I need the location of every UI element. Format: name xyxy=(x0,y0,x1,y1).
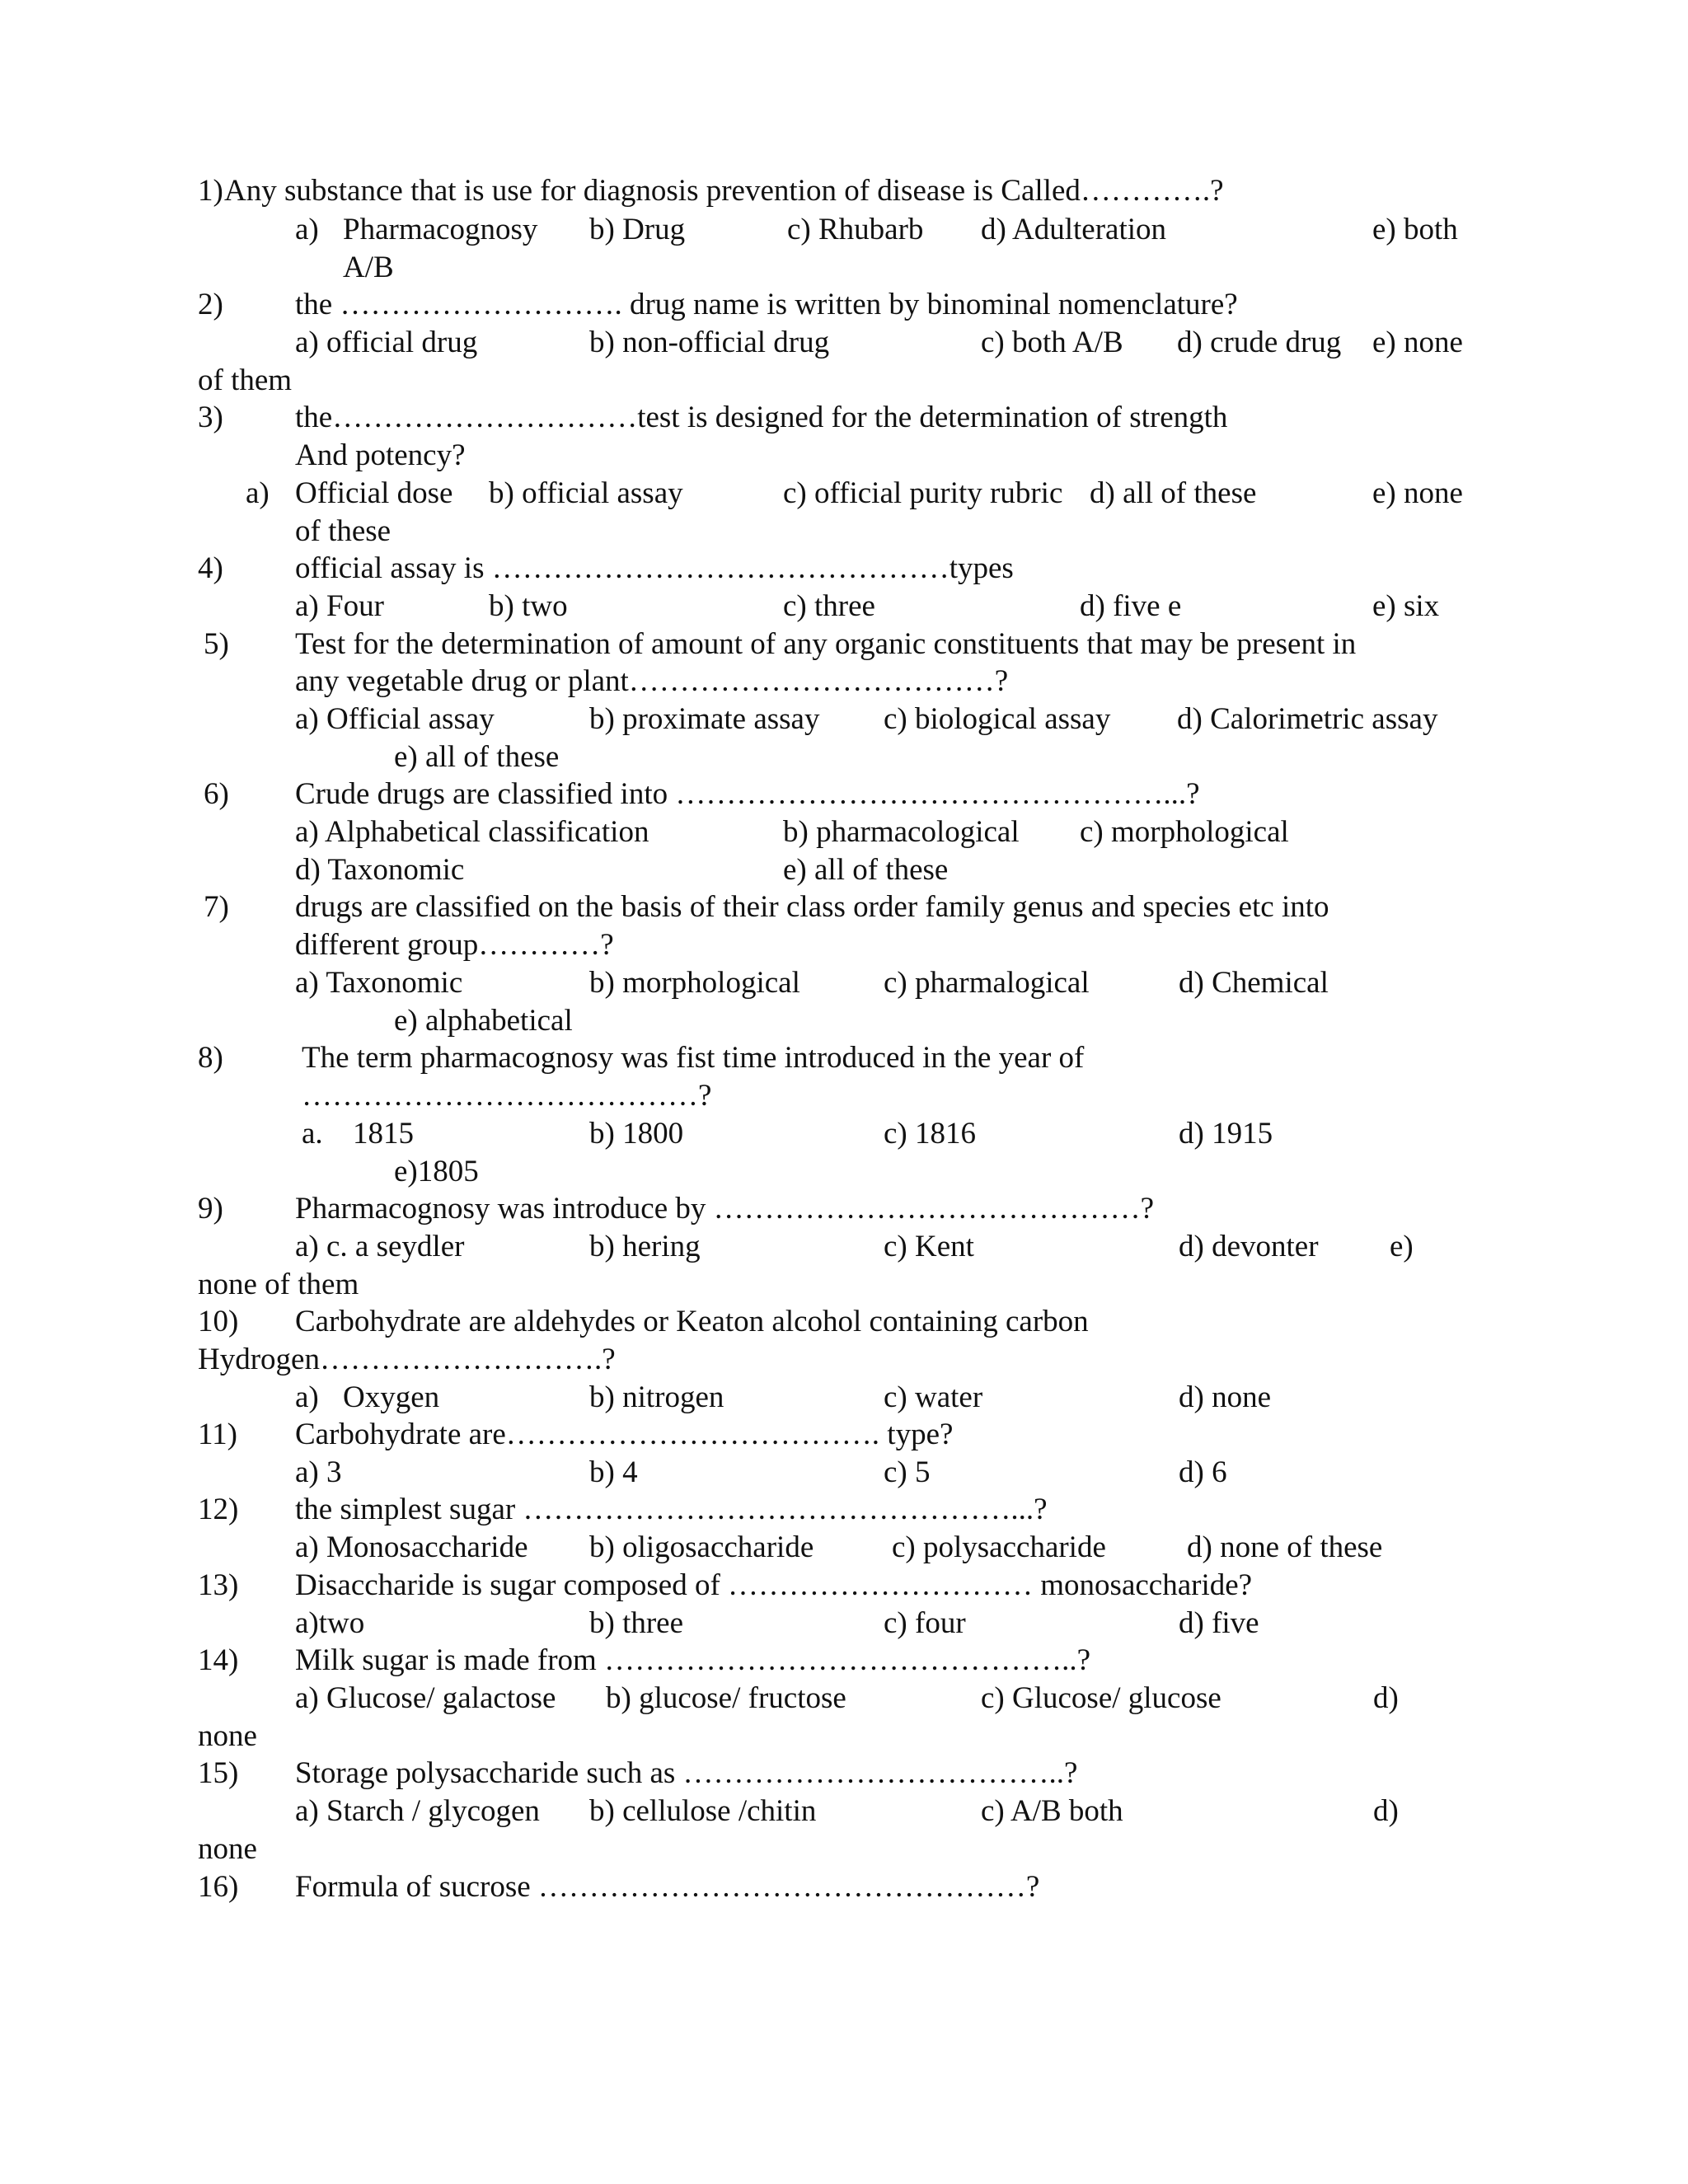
question-number: 2) xyxy=(198,288,223,321)
question-stem-line: Formula of sucrose …………………………………………? xyxy=(295,1870,1040,1904)
answer-option: b) oligosaccharide xyxy=(589,1530,814,1564)
answer-option: A/B xyxy=(343,251,394,284)
answer-option: c) official purity rubric xyxy=(783,476,1063,510)
answer-option: b) 4 xyxy=(589,1455,638,1489)
answer-option: d) devonter xyxy=(1179,1230,1319,1263)
question-stem-line: any vegetable drug or plant………………………………? xyxy=(295,664,1009,698)
answer-option: b) two xyxy=(489,589,568,623)
answer-option: d) Taxonomic xyxy=(295,853,465,887)
answer-option: e) xyxy=(1390,1230,1414,1263)
question-stem-line: the simplest sugar …………………………………………...? xyxy=(295,1493,1048,1526)
question-number: 5) xyxy=(204,627,229,661)
answer-option: a) official drug xyxy=(295,326,478,359)
answer-option: a) xyxy=(246,476,270,510)
answer-option: e) alphabetical xyxy=(394,1004,573,1038)
answer-option: c) water xyxy=(884,1380,983,1414)
question-number: 6) xyxy=(204,777,229,811)
answer-option: c) biological assay xyxy=(884,702,1111,736)
answer-option: d) 1915 xyxy=(1179,1117,1273,1151)
answer-option: b) pharmacological xyxy=(783,815,1020,849)
question-stem-line: Carbohydrate are………………………………. type? xyxy=(295,1418,954,1451)
answer-option: b) hering xyxy=(589,1230,701,1263)
answer-option: c) morphological xyxy=(1080,815,1289,849)
answer-option: none xyxy=(198,1719,257,1753)
question-stem-line: Test for the determination of amount of any organic constituents that may be present in xyxy=(295,627,1357,661)
answer-option: b) three xyxy=(589,1606,684,1640)
question-stem-line: the…………………………test is designed for the determination of strength xyxy=(295,401,1228,434)
question-number: 10) xyxy=(198,1305,239,1338)
answer-option: b) proximate assay xyxy=(589,702,820,736)
question-stem-line: Milk sugar is made from ………………………………………..? xyxy=(295,1643,1090,1677)
answer-option: d) Adulteration xyxy=(981,213,1167,246)
answer-option: a) Official assay xyxy=(295,702,495,736)
answer-option: Pharmacognosy xyxy=(343,213,538,246)
answer-option: d) all of these xyxy=(1090,476,1257,510)
question-stem-line: And potency? xyxy=(295,438,466,472)
question-stem-line: Storage polysaccharide such as ………………………………..? xyxy=(295,1756,1078,1790)
answer-option: c) Kent xyxy=(884,1230,974,1263)
answer-option: a. xyxy=(302,1117,323,1151)
answer-option: e) both xyxy=(1372,213,1458,246)
question-number: 11) xyxy=(198,1418,237,1451)
answer-option: d) crude drug xyxy=(1177,326,1342,359)
question-number: 7) xyxy=(204,890,229,924)
answer-option: e) all of these xyxy=(783,853,949,887)
question-stem-line: Any substance that is use for diagnosis prevention of disease is Called………….? xyxy=(224,174,1224,208)
answer-option: c) Rhubarb xyxy=(787,213,924,246)
question-stem-line: Hydrogen……………………….? xyxy=(198,1343,616,1376)
answer-option: Oxygen xyxy=(343,1380,440,1414)
answer-option: d) Calorimetric assay xyxy=(1177,702,1438,736)
answer-option: c) pharmalogical xyxy=(884,966,1090,1000)
question-stem-line: Crude drugs are classified into …………………………………………...? xyxy=(295,777,1200,811)
answer-option: e) all of these xyxy=(394,740,560,774)
answer-option: of them xyxy=(198,363,293,397)
answer-option: none of them xyxy=(198,1268,359,1301)
question-number: 1) xyxy=(198,174,223,208)
answer-option: a) xyxy=(295,1380,319,1414)
question-number: 9) xyxy=(198,1192,223,1226)
answer-option: Official dose xyxy=(295,476,453,510)
answer-option: e) none xyxy=(1372,476,1463,510)
answer-option: d) none xyxy=(1179,1380,1271,1414)
answer-option: c) polysaccharide xyxy=(892,1530,1106,1564)
answer-option: b) glucose/ fructose xyxy=(606,1681,846,1715)
answer-option: d) five xyxy=(1179,1606,1259,1640)
answer-option: d) five e xyxy=(1080,589,1182,623)
answer-option: a) 3 xyxy=(295,1455,342,1489)
answer-option: d) 6 xyxy=(1179,1455,1227,1489)
question-stem-line: the ………………………. drug name is written by binominal nomenclature? xyxy=(295,288,1238,321)
question-number: 3) xyxy=(198,401,223,434)
question-stem-line: …………………………………? xyxy=(302,1079,712,1113)
answer-option: b) Drug xyxy=(589,213,686,246)
answer-option: a) Glucose/ galactose xyxy=(295,1681,556,1715)
answer-option: none xyxy=(198,1832,257,1866)
answer-option: a) Alphabetical classification xyxy=(295,815,649,849)
answer-option: b) non-official drug xyxy=(589,326,830,359)
answer-option: a) Four xyxy=(295,589,384,623)
answer-option: b) morphological xyxy=(589,966,800,1000)
answer-option: c) four xyxy=(884,1606,966,1640)
answer-option: 1815 xyxy=(353,1117,414,1151)
question-number: 8) xyxy=(198,1041,223,1075)
question-stem-line: official assay is ………………………………………types xyxy=(295,551,1014,585)
answer-option: a)two xyxy=(295,1606,365,1640)
answer-option: c) A/B both xyxy=(981,1794,1123,1828)
answer-option: b) nitrogen xyxy=(589,1380,724,1414)
answer-option: of these xyxy=(295,514,392,548)
question-stem-line: Disaccharide is sugar composed of ………………………… monosaccharide? xyxy=(295,1568,1253,1602)
answer-option: d) Chemical xyxy=(1179,966,1329,1000)
answer-option: c) both A/B xyxy=(981,326,1123,359)
answer-option: a) Monosaccharide xyxy=(295,1530,528,1564)
answer-option: c) 5 xyxy=(884,1455,931,1489)
answer-option: d) xyxy=(1373,1794,1399,1828)
answer-option: e) six xyxy=(1372,589,1440,623)
answer-option: a) Starch / glycogen xyxy=(295,1794,540,1828)
question-stem-line: Carbohydrate are aldehydes or Keaton alcohol containing carbon xyxy=(295,1305,1089,1338)
question-number: 14) xyxy=(198,1643,239,1677)
answer-option: a) xyxy=(295,213,319,246)
question-stem-line: drugs are classified on the basis of their class order family genus and species etc into xyxy=(295,890,1329,924)
question-number: 12) xyxy=(198,1493,239,1526)
answer-option: b) 1800 xyxy=(589,1117,684,1151)
answer-option: b) cellulose /chitin xyxy=(589,1794,817,1828)
answer-option: c) 1816 xyxy=(884,1117,976,1151)
question-stem-line: The term pharmacognosy was fist time introduced in the year of xyxy=(302,1041,1085,1075)
question-number: 15) xyxy=(198,1756,239,1790)
answer-option: c) Glucose/ glucose xyxy=(981,1681,1221,1715)
answer-option: c) three xyxy=(783,589,875,623)
answer-option: a) c. a seydler xyxy=(295,1230,465,1263)
answer-option: b) official assay xyxy=(489,476,683,510)
question-number: 16) xyxy=(198,1870,239,1904)
answer-option: d) xyxy=(1373,1681,1399,1715)
question-stem-line: Pharmacognosy was introduce by ……………………………………? xyxy=(295,1192,1155,1226)
question-number: 13) xyxy=(198,1568,239,1602)
answer-option: a) Taxonomic xyxy=(295,966,463,1000)
answer-option: e) none xyxy=(1372,326,1463,359)
answer-option: e)1805 xyxy=(394,1155,479,1188)
question-stem-line: different group…………? xyxy=(295,928,614,962)
answer-option: d) none of these xyxy=(1187,1530,1383,1564)
question-number: 4) xyxy=(198,551,223,585)
